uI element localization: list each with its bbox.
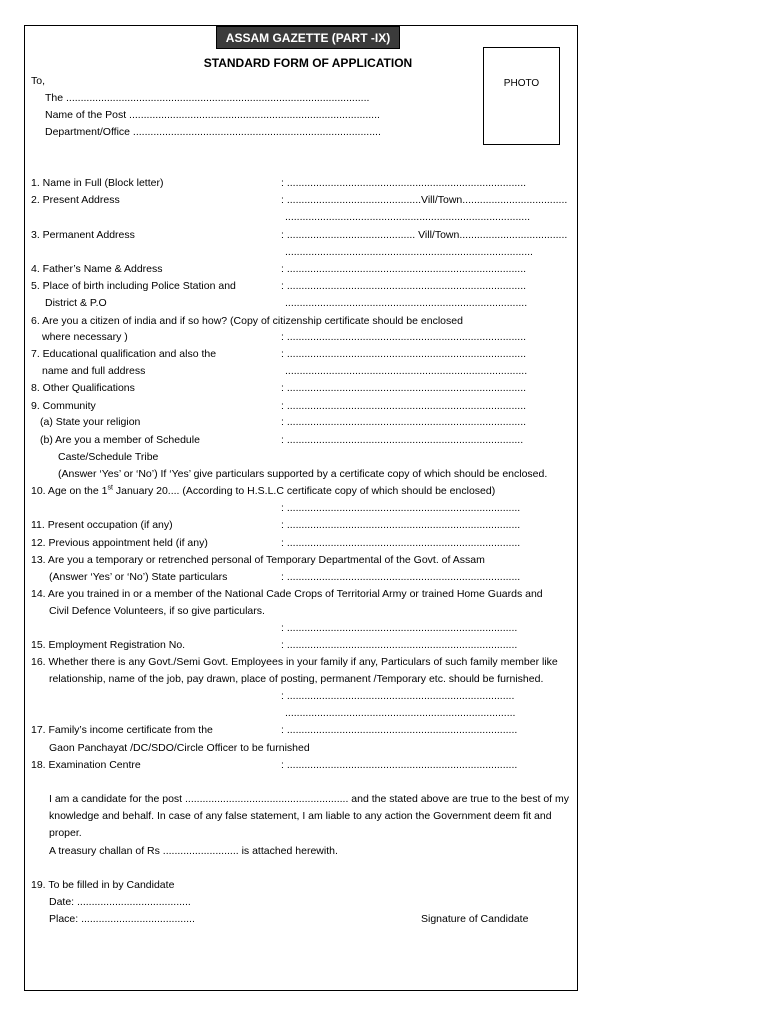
field-3-label: 3. Permanent Address	[31, 229, 135, 241]
field-10-label-a: 10. Age on the 1	[31, 485, 108, 497]
field-2-value: : ..............................................Vill/Town....................................	[281, 194, 568, 206]
field-10-label	[31, 484, 495, 498]
field-9-value: : ..................................................................................	[281, 400, 527, 412]
field-9a-value: : ..................................................................................	[281, 416, 527, 428]
field-14-label-2: Civil Defence Volunteers, if so give particulars.	[49, 605, 265, 617]
field-14-value: : ...............................................................................	[281, 622, 518, 634]
field-3-value: : ............................................ Vill/Town.....................................	[281, 229, 568, 241]
form-title: STANDARD FORM OF APPLICATION	[203, 56, 413, 70]
gazette-banner: ASSAM GAZETTE (PART -IX)	[216, 26, 400, 49]
field-11-value: : ................................................................................	[281, 519, 521, 531]
field-6-value: : ..................................................................................	[281, 331, 527, 343]
field-10-value: : ................................................................................	[281, 502, 521, 514]
field-1-label: 1. Name in Full (Block letter)	[31, 177, 164, 189]
field-1-value: : ..................................................................................	[281, 177, 527, 189]
field-15-value: : ...............................................................................	[281, 639, 518, 651]
field-7-label: 7. Educational qualification and also the	[31, 348, 217, 360]
field-18-value: : ...............................................................................	[281, 759, 518, 771]
field-13-label: 13. Are you a temporary or retrenched personal of Temporary Departmental of the Govt. of Assam	[31, 554, 485, 566]
declaration-line-1: I am a candidate for the post ........................................................ and the stated above are true to the best of my	[49, 793, 570, 805]
field-17-label: 17. Family’s income certificate from the	[31, 724, 213, 736]
field-6-label-2: where necessary )	[42, 331, 128, 343]
field-5-label-2: District & P.O	[45, 297, 107, 309]
declaration-line-2: knowledge and behalf. In case of any false statement, I am liable to any action the Government deem fit and	[49, 810, 552, 822]
field-16-label-2: relationship, name of the job, pay drawn, place of posting, permanent /Temporary etc. should be furnished.	[49, 673, 544, 685]
field-10-label-b: January 20.... (According to H.S.L.C certificate copy of which should be enclosed)	[112, 485, 496, 497]
field-7-value: : ..................................................................................	[281, 348, 527, 360]
field-9a-label: (a) State your religion	[40, 416, 141, 428]
field-2-label: 2. Present Address	[31, 194, 120, 206]
field-16-value-2: ...............................................................................	[285, 707, 516, 719]
field-8-label: 8. Other Qualifications	[31, 382, 135, 394]
field-19-label: 19. To be filled in by Candidate	[31, 879, 175, 891]
field-9b-label: (b) Are you a member of Schedule	[40, 434, 200, 446]
declaration-line-3: proper.	[49, 827, 82, 839]
to-label: To,	[31, 75, 46, 87]
field-12-label: 12. Previous appointment held (if any)	[31, 537, 208, 549]
field-8-value: : ..................................................................................	[281, 382, 527, 394]
signature-label: Signature of Candidate	[421, 913, 529, 925]
post-name-line: Name of the Post ......................................................................................	[45, 109, 380, 121]
place-line: Place: .......................................	[49, 913, 195, 925]
field-5-value: : ..................................................................................	[281, 280, 527, 292]
field-12-value: : ................................................................................	[281, 537, 521, 549]
field-13-value: : ................................................................................	[281, 571, 521, 583]
field-17-label-2: Gaon Panchayat /DC/SDO/Circle Officer to be furnished	[49, 742, 310, 754]
field-7-label-2: name and full address	[42, 365, 146, 377]
field-4-label: 4. Father’s Name & Address	[31, 263, 163, 275]
date-line: Date: .......................................	[49, 896, 191, 908]
field-17-value: : ...............................................................................	[281, 724, 518, 736]
field-5-label: 5. Place of birth including Police Station and	[31, 280, 236, 292]
field-16-label: 16. Whether there is any Govt./Semi Govt. Employees in your family if any, Particulars of such family member like	[31, 656, 558, 668]
field-9b-label-2: Caste/Schedule Tribe	[58, 451, 159, 463]
photo-label: PHOTO	[503, 78, 540, 89]
field-16-value: : ..............................................................................	[281, 690, 515, 702]
declaration-line-4: A treasury challan of Rs .......................... is attached herewith.	[49, 845, 338, 857]
field-5-value-2: ...................................................................................	[285, 297, 528, 309]
field-2-value-2: ....................................................................................	[285, 211, 531, 223]
field-9b-value: : .................................................................................	[281, 434, 524, 446]
field-6-label: 6. Are you a citizen of india and if so how? (Copy of citizenship certificate should be enclosed	[31, 315, 463, 327]
field-15-label: 15. Employment Registration No.	[31, 639, 186, 651]
field-11-label: 11. Present occupation (if any)	[31, 519, 173, 531]
photo-box	[483, 47, 560, 145]
field-9-label: 9. Community	[31, 400, 96, 412]
field-18-label: 18. Examination Centre	[31, 759, 141, 771]
field-10-sup: st	[107, 484, 113, 492]
field-13-label-2: (Answer ‘Yes’ or ‘No’) State particulars	[49, 571, 228, 583]
field-14-label: 14. Are you trained in or a member of the National Cade Crops of Territorial Army or trained Home Guards and	[31, 588, 543, 600]
department-line: Department/Office .....................................................................................	[45, 126, 381, 138]
addressee-line: The ........................................................................................................	[45, 92, 370, 104]
field-9b-instruction: (Answer ‘Yes’ or ‘No’) If ‘Yes’ give particulars supported by a certificate copy of which should be enclosed.	[58, 468, 548, 480]
field-4-value: : ..................................................................................	[281, 263, 527, 275]
field-3-value-2: .....................................................................................	[285, 246, 533, 258]
field-7-value-2: ...................................................................................	[285, 365, 528, 377]
